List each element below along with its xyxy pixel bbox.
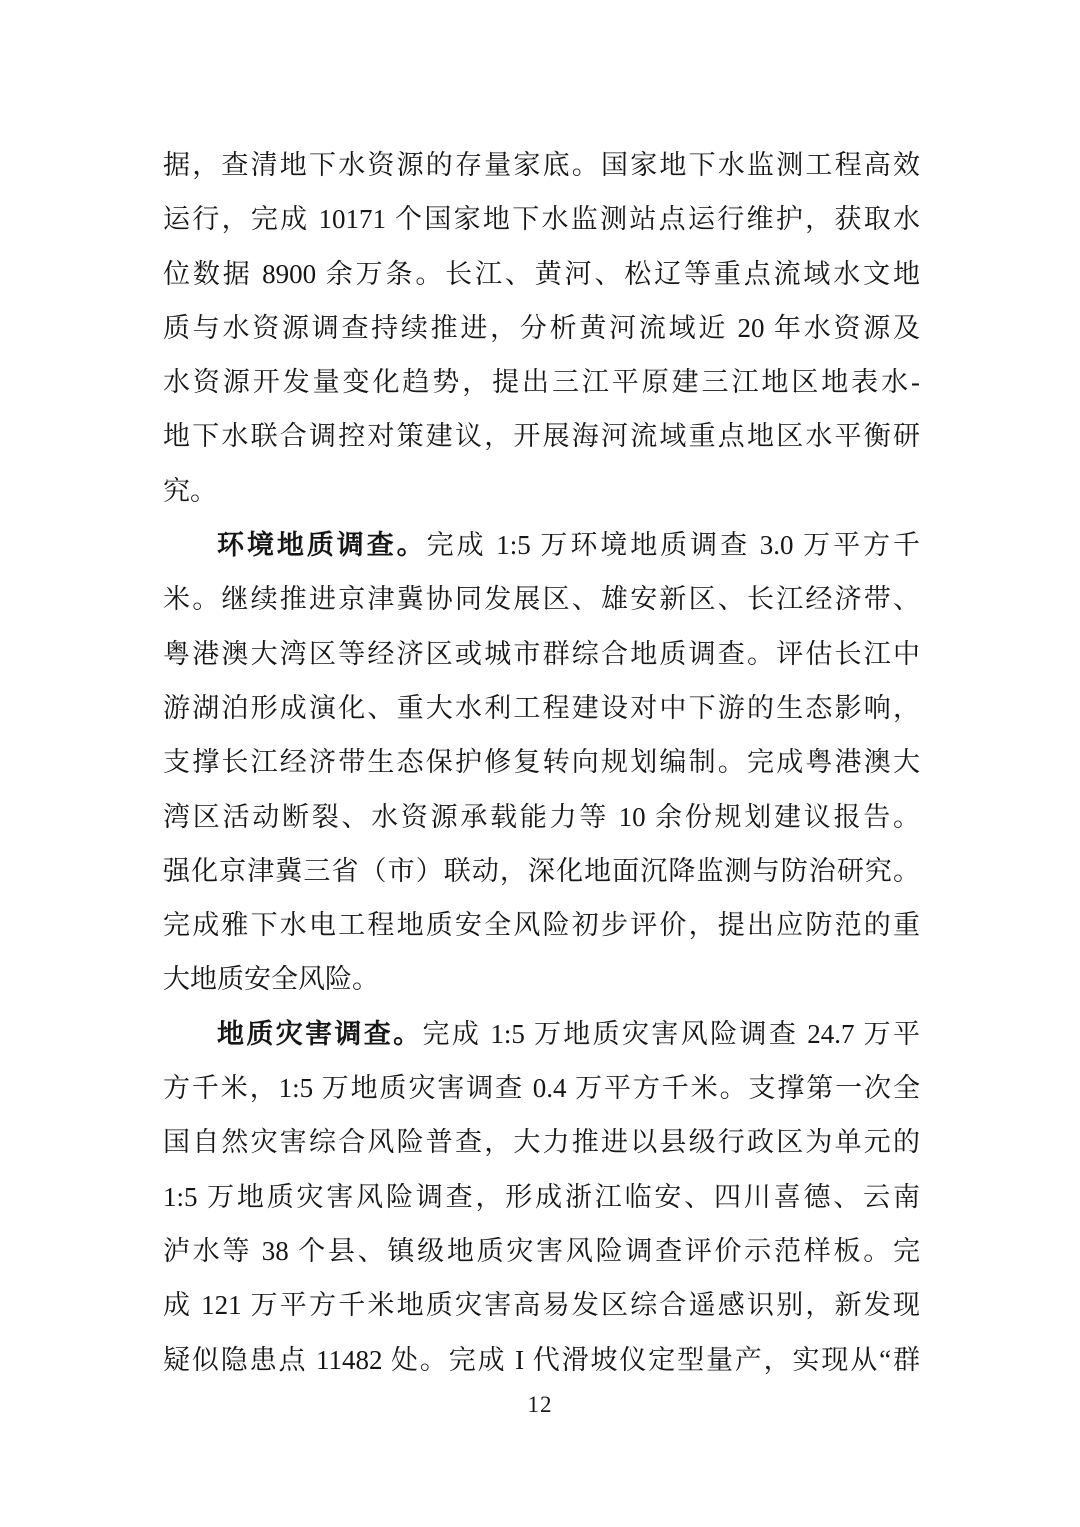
text-segment: 运行，完成 10171 个国家地下水监测站点运行维护，获取水 <box>163 204 920 235</box>
text-line <box>163 1061 920 1115</box>
text-line <box>163 1224 920 1278</box>
text-line <box>163 572 920 626</box>
text-segment: 成 121 万平方千米地质灾害高易发区综合遥感识别，新发现 <box>163 1290 920 1321</box>
text-line <box>163 790 920 844</box>
text-segment: 质与水资源调查持续推进，分析黄河流域近 20 年水资源及 <box>163 312 920 343</box>
text-line <box>163 681 920 735</box>
text-line <box>163 409 920 463</box>
text-segment: 国自然灾害综合风险普查，大力推进以县级行政区为单元的 <box>163 1127 920 1158</box>
text-segment: 1:5 万地质灾害风险调查，形成浙江临安、四川喜德、云南 <box>163 1181 920 1212</box>
text-segment: 泸水等 38 个县、镇级地质灾害风险调查评价示范样板。完 <box>163 1235 920 1266</box>
text-segment: 究。 <box>163 475 217 506</box>
text-segment: 完成 1:5 万环境地质调查 3.0 万平方千 <box>426 530 920 561</box>
text-segment: 地下水联合调控对策建议，开展海河流域重点地区水平衡研 <box>163 421 920 452</box>
text-segment: 完成雅下水电工程地质安全风险初步评价，提出应防范的重 <box>163 910 920 941</box>
text-segment: 粤港澳大湾区等经济区或城市群综合地质调查。评估长江中 <box>163 638 920 669</box>
text-segment: 强化京津冀三省（市）联动，深化地面沉降监测与防治研究。 <box>163 855 920 886</box>
text-line <box>163 464 920 518</box>
text-line <box>163 1333 920 1387</box>
text-line <box>163 1115 920 1169</box>
text-line <box>163 1007 920 1061</box>
text-line <box>163 138 920 192</box>
page-body-text <box>163 138 920 1387</box>
text-segment: 疑似隐患点 11482 处。完成 I 代滑坡仪定型量产，实现从“群 <box>163 1344 920 1375</box>
page-footer <box>0 1392 1080 1418</box>
text-segment: 完成 1:5 万地质灾害风险调查 24.7 万平 <box>422 1018 920 1049</box>
text-segment: 湾区活动断裂、水资源承载能力等 10 余份规划建议报告。 <box>163 801 920 832</box>
text-line <box>163 898 920 952</box>
text-line <box>163 735 920 789</box>
text-line <box>163 301 920 355</box>
text-line <box>163 355 920 409</box>
text-line <box>163 1170 920 1224</box>
text-segment: 据，查清地下水资源的存量家底。国家地下水监测工程高效 <box>163 150 920 180</box>
text-line <box>163 192 920 246</box>
text-line <box>163 844 920 898</box>
text-segment: 大地质安全风险。 <box>163 964 379 995</box>
text-segment: 支撑长江经济带生态保护修复转向规划编制。完成粤港澳大 <box>163 747 920 778</box>
paragraph-lead-bold: 地质灾害调查。 <box>217 1018 423 1049</box>
text-line <box>163 1278 920 1332</box>
text-segment: 方千米，1:5 万地质灾害调查 0.4 万平方千米。支撑第一次全 <box>163 1073 920 1104</box>
text-segment: 水资源开发量变化趋势，提出三江平原建三江地区地表水- <box>163 367 920 398</box>
text-line <box>163 627 920 681</box>
text-line <box>163 952 920 1006</box>
paragraph-lead-bold: 环境地质调查。 <box>217 530 427 561</box>
text-line <box>163 247 920 301</box>
text-segment: 游湖泊形成演化、重大水利工程建设对中下游的生态影响， <box>163 692 920 723</box>
text-line <box>163 518 920 572</box>
text-segment: 米。继续推进京津冀协同发展区、雄安新区、长江经济带、 <box>163 584 920 615</box>
text-segment: 位数据 8900 余万条。长江、黄河、松辽等重点流域水文地 <box>163 258 920 289</box>
page-number: 12 <box>527 1392 553 1417</box>
